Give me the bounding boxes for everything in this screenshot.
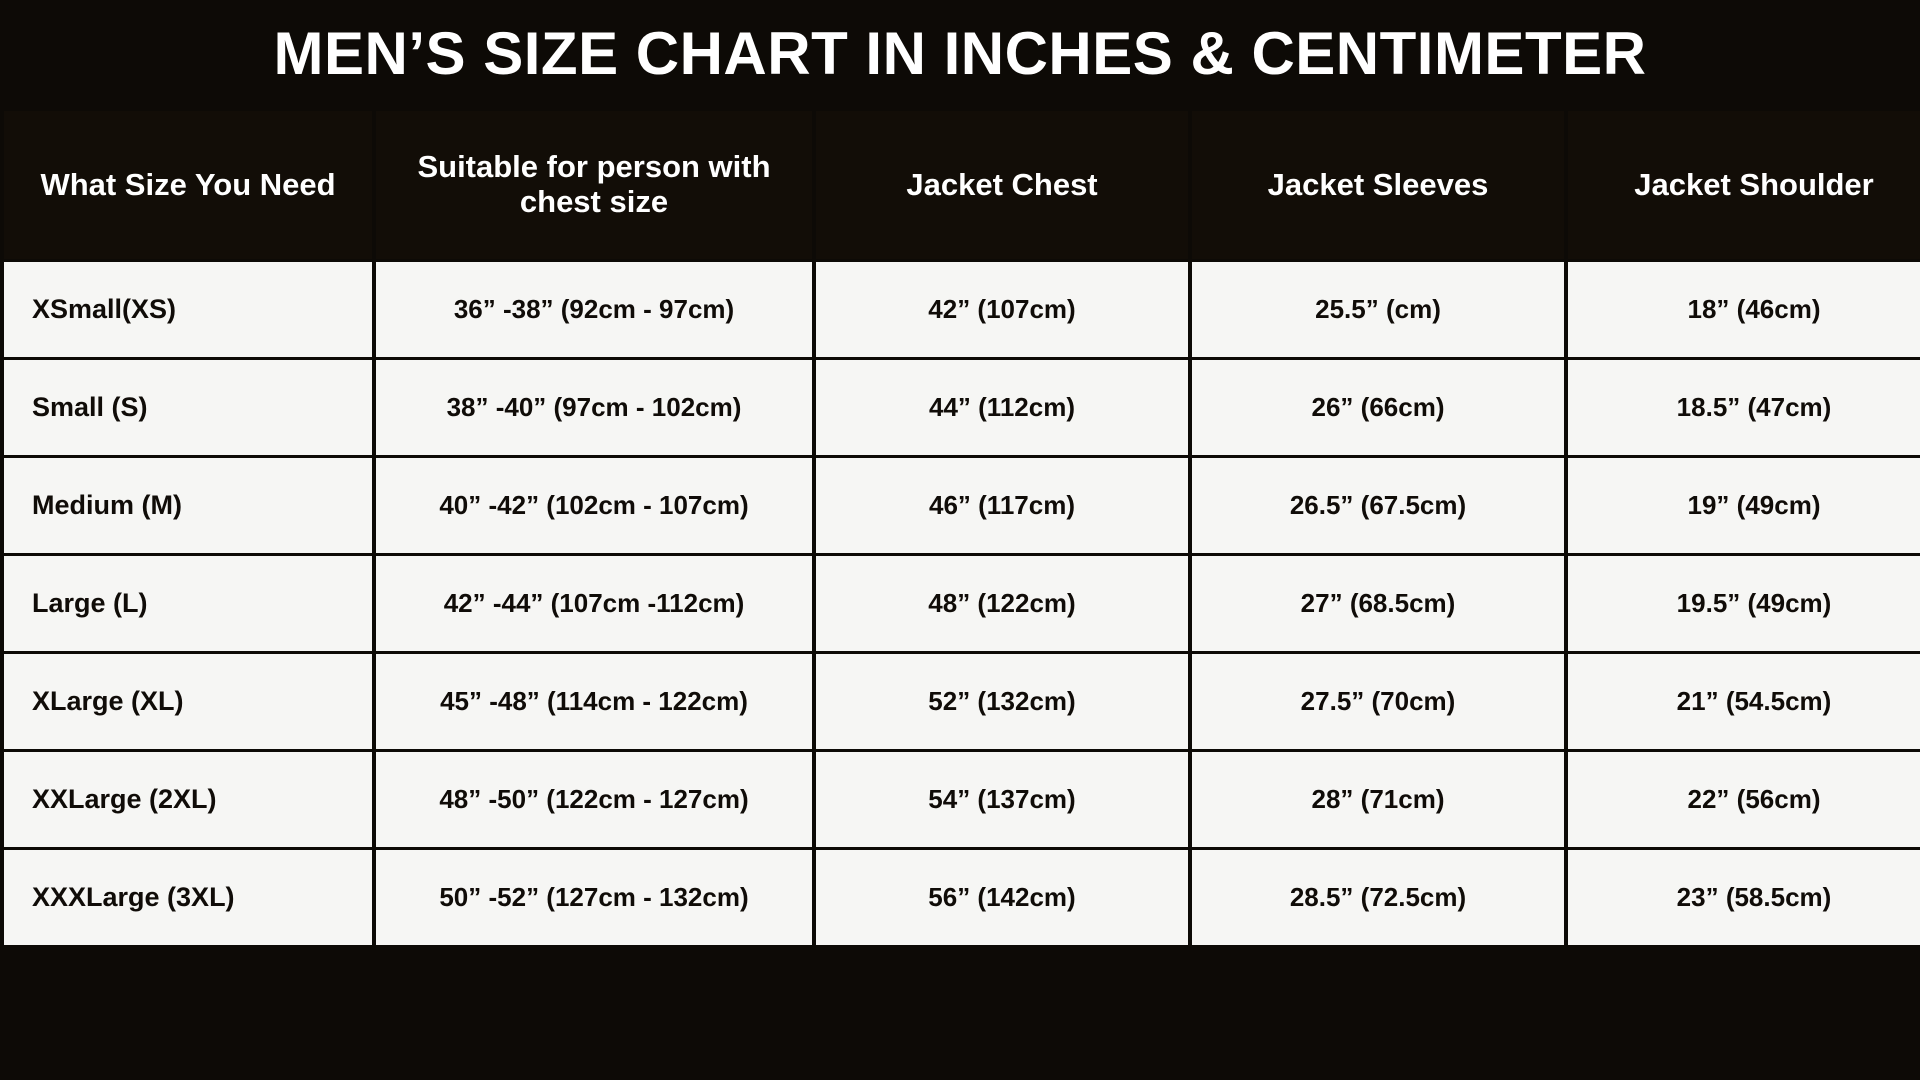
cell-chest-size: 48” -50” (122cm - 127cm) — [376, 752, 812, 847]
table-row — [4, 360, 1920, 455]
cell-jacket-chest: 56” (142cm) — [816, 850, 1188, 945]
table-row — [4, 262, 1920, 357]
cell-jacket-chest: 46” (117cm) — [816, 458, 1188, 553]
cell-jacket-shoulder: 18” (46cm) — [1568, 262, 1920, 357]
cell-jacket-shoulder: 21” (54.5cm) — [1568, 654, 1920, 749]
column-header-size: What Size You Need — [4, 111, 372, 259]
cell-jacket-shoulder: 18.5” (47cm) — [1568, 360, 1920, 455]
cell-chest-size: 45” -48” (114cm - 122cm) — [376, 654, 812, 749]
footer-strip — [0, 948, 1920, 1080]
cell-size: XSmall(XS) — [4, 262, 372, 357]
cell-size: XLarge (XL) — [4, 654, 372, 749]
cell-jacket-sleeves: 26.5” (67.5cm) — [1192, 458, 1564, 553]
table-row — [4, 752, 1920, 847]
column-header-jacket-sleeves: Jacket Sleeves — [1192, 111, 1564, 259]
title-bar — [0, 0, 1920, 108]
size-chart-table-wrapper — [0, 108, 1920, 948]
cell-jacket-chest: 44” (112cm) — [816, 360, 1188, 455]
table-header-row — [4, 111, 1920, 259]
cell-jacket-chest: 52” (132cm) — [816, 654, 1188, 749]
column-header-chest-size: Suitable for person with chest size — [376, 111, 812, 259]
table-body — [4, 262, 1920, 945]
cell-jacket-shoulder: 22” (56cm) — [1568, 752, 1920, 847]
column-header-jacket-chest: Jacket Chest — [816, 111, 1188, 259]
cell-size: Large (L) — [4, 556, 372, 651]
cell-jacket-sleeves: 25.5” (cm) — [1192, 262, 1564, 357]
cell-jacket-sleeves: 27.5” (70cm) — [1192, 654, 1564, 749]
cell-jacket-shoulder: 23” (58.5cm) — [1568, 850, 1920, 945]
cell-jacket-sleeves: 28.5” (72.5cm) — [1192, 850, 1564, 945]
cell-size: Small (S) — [4, 360, 372, 455]
table-row — [4, 654, 1920, 749]
cell-jacket-shoulder: 19.5” (49cm) — [1568, 556, 1920, 651]
table-row — [4, 458, 1920, 553]
cell-chest-size: 50” -52” (127cm - 132cm) — [376, 850, 812, 945]
cell-size: Medium (M) — [4, 458, 372, 553]
column-header-jacket-shoulder: Jacket Shoulder — [1568, 111, 1920, 259]
cell-jacket-chest: 48” (122cm) — [816, 556, 1188, 651]
size-chart-table — [0, 108, 1920, 948]
cell-chest-size: 38” -40” (97cm - 102cm) — [376, 360, 812, 455]
cell-jacket-chest: 54” (137cm) — [816, 752, 1188, 847]
cell-chest-size: 40” -42” (102cm - 107cm) — [376, 458, 812, 553]
cell-jacket-chest: 42” (107cm) — [816, 262, 1188, 357]
table-row — [4, 850, 1920, 945]
table-header — [4, 111, 1920, 259]
cell-chest-size: 36” -38” (92cm - 97cm) — [376, 262, 812, 357]
cell-size: XXLarge (2XL) — [4, 752, 372, 847]
table-row — [4, 556, 1920, 651]
cell-jacket-sleeves: 28” (71cm) — [1192, 752, 1564, 847]
cell-jacket-sleeves: 27” (68.5cm) — [1192, 556, 1564, 651]
cell-jacket-shoulder: 19” (49cm) — [1568, 458, 1920, 553]
cell-chest-size: 42” -44” (107cm -112cm) — [376, 556, 812, 651]
cell-jacket-sleeves: 26” (66cm) — [1192, 360, 1564, 455]
cell-size: XXXLarge (3XL) — [4, 850, 372, 945]
page-title: MEN’S SIZE CHART IN INCHES & CENTIMETER — [273, 20, 1647, 87]
